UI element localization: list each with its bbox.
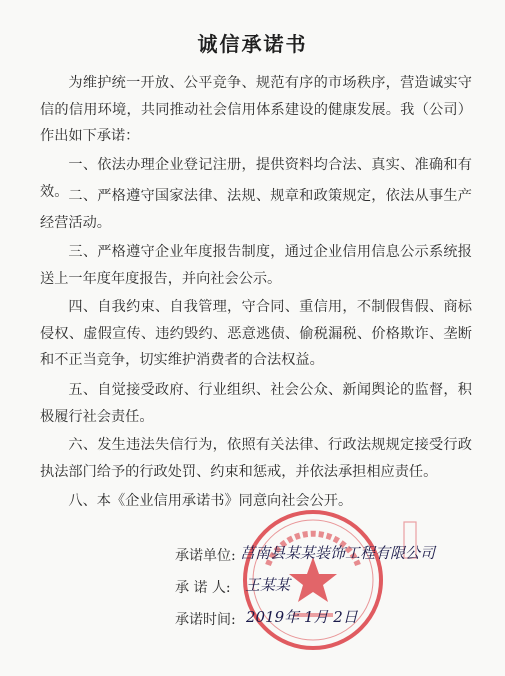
signature-time-label: 承诺时间: xyxy=(175,612,236,628)
commitment-item-1: 一、依法办理企业登记注册，提供资料均合法、真实、准确和有效。 xyxy=(40,157,472,200)
commitment-item-2: 二、严格遵守国家法律、法规、规章和政策规定，依法从事生产经营活动。 xyxy=(40,188,472,231)
document-title: 诚信承诺书 xyxy=(197,32,308,56)
signature-unit-row xyxy=(175,545,236,565)
intro-paragraph: 为维护统一开放、公平竞争、规范有序的市场秩序，营造诚实守信的信用环境，共同推动社会信用体系建设的健康发展。我（公司）作出如下承诺： xyxy=(40,75,472,144)
commitment-item-4: 四、自我约束、自我管理，守合同、重信用，不制假售假、商标侵权、虚假宣传、违约毁约、恶意逃债、偷税漏税、价格欺诈、垄断和不正当竞争，切实维护消费者的合法权益。 xyxy=(40,299,472,368)
signature-person-value: 王某某 xyxy=(245,576,291,594)
signature-unit-label: 承诺单位: xyxy=(175,548,236,564)
signature-person-row xyxy=(175,577,231,597)
commitment-item-5: 五、自觉接受政府、行业组织、社会公众、新闻舆论的监督，积极履行社会责任。 xyxy=(40,382,472,425)
commitment-item-6: 六、发生违法失信行为，依照有关法律、行政法规规定接受行政执法部门给予的行政处罚、约束和惩戒，并依法承担相应责任。 xyxy=(40,437,472,480)
commitment-item-3: 三、严格遵守企业年度报告制度，通过企业信用信息公示系统报送上一年度年度报告，并向社会公示。 xyxy=(40,244,472,287)
commitment-item-8: 八、本《企业信用承诺书》同意向社会公开。 xyxy=(68,493,353,509)
signature-person-label: 承 诺 人: xyxy=(175,580,231,596)
signature-time-value: 2019年 1月 2日 xyxy=(246,608,358,626)
signature-time-row xyxy=(175,609,236,629)
signature-unit-value: 莒南县某某装饰工程有限公司 xyxy=(240,544,436,562)
